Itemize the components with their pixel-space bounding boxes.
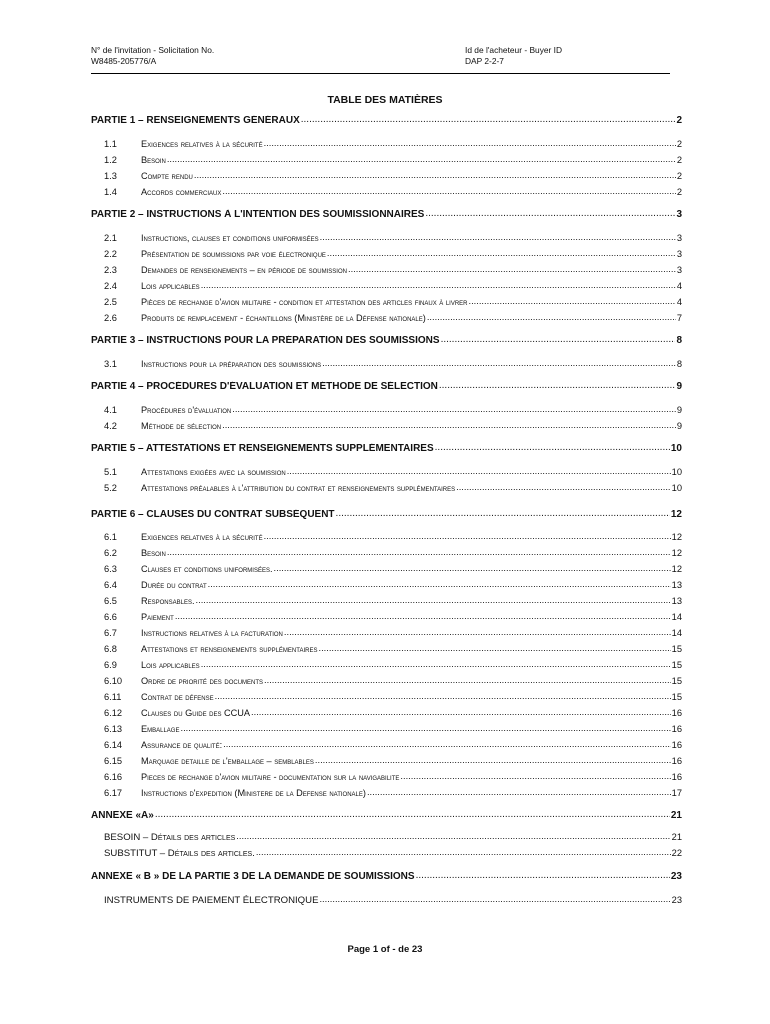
toc-section-entry[interactable]: 6.11 Contrat de défense ..... 15 — [91, 692, 682, 706]
toc-section-entry[interactable] — [91, 895, 682, 909]
toc-page-number: 22 — [671, 848, 682, 858]
toc-leader-dots — [208, 580, 671, 589]
toc-leader-dots — [327, 249, 676, 258]
toc-leader-dots — [264, 139, 676, 148]
toc-entry-title: Durée du contrat — [141, 580, 207, 590]
toc-entry-title: BESOIN – Détails des articles — [104, 832, 236, 843]
toc-page-number: 4 — [676, 281, 682, 291]
page-footer: Page 1 of - de 23 — [347, 944, 423, 955]
toc-leader-dots — [322, 359, 676, 368]
toc-leader-dots — [222, 421, 676, 430]
toc-leader-dots — [318, 644, 670, 653]
toc-leader-dots — [222, 187, 675, 196]
toc-part-entry[interactable] — [91, 115, 682, 129]
toc-page-number: 3 — [676, 209, 682, 220]
toc-section-entry[interactable]: 6.10 Ordre de priorité des documents ..... 15 — [91, 676, 682, 690]
toc-section-entry[interactable]: 6.16 Pieces de rechange d'avion militaire - documentation sur la navigabilite ..... 16 — [91, 772, 682, 786]
toc-entry-title: Instructions, clauses et conditions uniformisées — [141, 233, 319, 243]
toc-entry-title: Exigences relatives à la sécurité — [141, 532, 263, 542]
toc-leader-dots — [236, 832, 670, 841]
toc-leader-dots — [155, 810, 670, 820]
toc-entry-title: Paiement — [141, 612, 174, 622]
toc-entry-title: Lois applicables — [141, 281, 200, 291]
toc-page-number: 14 — [671, 628, 682, 638]
toc-leader-dots — [223, 740, 671, 749]
toc-leader-dots — [287, 467, 671, 476]
buyer-id-label: Id de l'acheteur - Buyer ID — [465, 45, 563, 55]
toc-page-number: 15 — [671, 660, 682, 670]
toc-part-entry[interactable] — [91, 381, 682, 395]
toc-leader-dots — [469, 297, 676, 306]
toc-entry-title: PARTIE 2 – INSTRUCTIONS À L'INTENTION DES SOUMISSIONNAIRES — [91, 209, 425, 220]
toc-leader-dots — [301, 115, 676, 125]
toc-leader-dots — [232, 405, 676, 414]
toc-leader-dots — [427, 313, 676, 322]
toc-leader-dots — [456, 483, 671, 492]
toc-page-number: 12 — [670, 509, 682, 520]
toc-section-entry[interactable]: 5.2 Attestations préalables à l'attribution du contrat et renseignements supplémentaires ..... 10 — [91, 483, 682, 497]
toc-leader-dots — [441, 335, 676, 345]
toc-page-number: 3 — [676, 233, 682, 243]
toc-leader-dots — [284, 628, 671, 637]
toc-entry-title: Besoin — [141, 155, 166, 165]
toc-page-number: 2 — [676, 187, 682, 197]
toc-page-number: 21 — [671, 832, 682, 842]
toc-entry-title: ANNEXE «A» — [91, 810, 154, 821]
toc-page-number: 12 — [671, 548, 682, 558]
toc-page-number: 2 — [676, 139, 682, 149]
toc-leader-dots — [319, 895, 670, 904]
toc-entry-title: Attestations et renseignements supplémentaires — [141, 644, 318, 654]
toc-entry-title: Contrat de défense — [141, 692, 214, 702]
toc-part-entry[interactable] — [91, 443, 682, 457]
toc-entry-title: PARTIE 3 – INSTRUCTIONS POUR LA PRÉPARATION DES SOUMISSIONS — [91, 335, 440, 346]
toc-leader-dots — [348, 265, 676, 274]
toc-leader-dots — [435, 443, 670, 453]
toc-page-number: 13 — [671, 596, 682, 606]
toc-page-number: 16 — [671, 756, 682, 766]
toc-leader-dots — [367, 788, 671, 797]
toc-section-entry[interactable]: 6.3 Clauses et conditions uniformisées. ..... 12 — [91, 564, 682, 578]
toc-leader-dots — [256, 848, 671, 857]
toc-page-number: 14 — [671, 612, 682, 622]
toc-entry-title: Procédures d'évaluation — [141, 405, 232, 415]
buyer-id-value: DAP 2-2-7 — [465, 56, 504, 66]
toc-entry-title: Instructions pour la préparation des soumissions — [141, 359, 322, 369]
toc-section-entry[interactable]: 6.4 Durée du contrat ..... 13 — [91, 580, 682, 594]
solicitation-number: W8485-205776/A — [91, 56, 157, 66]
toc-leader-dots — [180, 724, 670, 733]
toc-leader-dots — [175, 612, 671, 621]
toc-entry-title: PARTIE 5 – ATTESTATIONS ET RENSEIGNEMENTS SUPPLÉMENTAIRES — [91, 443, 434, 454]
toc-leader-dots — [167, 548, 671, 557]
toc-section-entry[interactable] — [91, 848, 682, 862]
toc-entry-title: Pièces de rechange d'avion militaire - condition et attestation des articles finaux à livrer — [141, 297, 468, 307]
toc-entry-title: PARTIE 4 – PROCÉDURES D'ÉVALUATION ET MÉTHODE DE SÉLECTION — [91, 381, 438, 392]
toc-page-number: 2 — [676, 171, 682, 181]
toc-page-number: 12 — [671, 564, 682, 574]
toc-section-entry[interactable]: 6.12 Clauses du Guide des CCUA ..... 16 — [91, 708, 682, 722]
toc-leader-dots — [274, 564, 671, 573]
toc-entry-title: Instructions relatives à la facturation — [141, 628, 283, 638]
toc-page-number: 13 — [671, 580, 682, 590]
toc-page-number: 23 — [671, 895, 682, 905]
toc-title: TABLE DES MATIÈRES — [327, 94, 443, 106]
toc-page-number: 16 — [671, 772, 682, 782]
toc-entry-title: SUBSTITUT – Détails des articles. — [104, 848, 255, 859]
toc-leader-dots — [264, 676, 671, 685]
toc-entry-title: Présentation de soumissions par voie électronique — [141, 249, 326, 259]
toc-entry-title: ANNEXE « B » DE LA PARTIE 3 DE LA DEMANDE DE SOUMISSIONS — [91, 871, 415, 882]
toc-entry-title: Méthode de sélection — [141, 421, 222, 431]
toc-page-number: 15 — [671, 692, 682, 702]
toc-entry-title: Lois applicables — [141, 660, 200, 670]
toc-entry-title: Demandes de renseignements – en période de soumission — [141, 265, 347, 275]
toc-leader-dots — [425, 209, 675, 219]
toc-section-entry[interactable]: 1.1 Exigences relatives à la sécurité ..... 2 — [91, 139, 682, 153]
toc-part-entry[interactable] — [91, 335, 682, 349]
toc-page-number: 16 — [671, 708, 682, 718]
toc-section-entry[interactable]: 1.2 Besoin ..... 2 — [91, 155, 682, 169]
toc-leader-dots — [196, 596, 671, 605]
toc-page-number: 2 — [676, 155, 682, 165]
toc-entry-title: Ordre de priorité des documents — [141, 676, 264, 686]
toc-entry-title: Pieces de rechange d'avion militaire - documentation sur la navigabilite — [141, 772, 400, 782]
toc-leader-dots — [201, 660, 671, 669]
toc-part-entry[interactable] — [91, 810, 682, 824]
toc-entry-title: PARTIE 1 – RENSEIGNEMENTS GÉNÉRAUX — [91, 115, 300, 126]
toc-section-entry[interactable]: 6.13 Emballage ..... 16 — [91, 724, 682, 738]
toc-entry-title: Assurance de qualité: — [141, 740, 223, 750]
toc-page-number: 3 — [676, 265, 682, 275]
toc-page-number: 10 — [671, 467, 682, 477]
toc-section-entry[interactable]: 2.6 Produits de remplacement - échantillons (Ministère de la Défense nationale) ..... 7 — [91, 313, 682, 327]
toc-leader-dots — [264, 532, 671, 541]
toc-section-entry[interactable]: 2.3 Demandes de renseignements – en période de soumission ..... 3 — [91, 265, 682, 279]
toc-leader-dots — [215, 692, 671, 701]
toc-page-number: 15 — [671, 644, 682, 654]
toc-entry-title: Marquage detaille de l'emballage – semblables — [141, 756, 314, 766]
toc-entry-title: INSTRUMENTS DE PAIEMENT ÉLECTRONIQUE — [104, 895, 319, 906]
toc-page-number: 10 — [670, 443, 682, 454]
toc-page-number: 3 — [676, 249, 682, 259]
toc-section-entry[interactable]: 1.3 Compte rendu ..... 2 — [91, 171, 682, 185]
toc-section-entry[interactable]: 6.7 Instructions relatives à la facturation ..... 14 — [91, 628, 682, 642]
toc-page-number: 12 — [671, 532, 682, 542]
toc-page-number: 23 — [670, 871, 682, 882]
toc-section-entry[interactable]: 6.6 Paiement ..... 14 — [91, 612, 682, 626]
toc-part-entry[interactable] — [91, 509, 682, 523]
toc-leader-dots — [194, 171, 676, 180]
toc-entry-title: Besoin — [141, 548, 166, 558]
toc-section-entry[interactable]: 2.1 Instructions, clauses et conditions uniformisées ..... 3 — [91, 233, 682, 247]
toc-page-number: 2 — [676, 115, 682, 126]
toc-section-entry[interactable]: 5.1 Attestations exigées avec la soumission ..... 10 — [91, 467, 682, 481]
toc-page-number: 8 — [676, 359, 682, 369]
toc-section-entry[interactable] — [91, 832, 682, 846]
toc-page-number: 16 — [671, 740, 682, 750]
toc-page-number: 7 — [676, 313, 682, 323]
toc-entry-title: Exigences relatives à la sécurité — [141, 139, 263, 149]
toc-page-number: 4 — [676, 297, 682, 307]
toc-section-entry[interactable]: 2.2 Présentation de soumissions par voie électronique ..... 3 — [91, 249, 682, 263]
toc-leader-dots — [416, 871, 670, 881]
toc-entry-title: Instructions d'expedition (Ministere de la Defense nationale) — [141, 788, 366, 798]
toc-entry-title: Attestations préalables à l'attribution du contrat et renseignements supplémentaires — [141, 483, 456, 493]
toc-section-entry[interactable]: 6.5 Responsables. ..... 13 — [91, 596, 682, 610]
toc-leader-dots — [315, 756, 671, 765]
toc-part-entry[interactable] — [91, 871, 682, 885]
toc-entry-title: Clauses et conditions uniformisées. — [141, 564, 273, 574]
toc-section-entry[interactable]: 6.15 Marquage detaille de l'emballage – semblables ..... 16 — [91, 756, 682, 770]
toc-page-number: 10 — [671, 483, 682, 493]
toc-page-number: 9 — [676, 381, 682, 392]
toc-section-entry[interactable]: 2.5 Pièces de rechange d'avion militaire - condition et attestation des articles finaux à livrer ..... 4 — [91, 297, 682, 311]
toc-part-entry[interactable] — [91, 209, 682, 223]
toc-leader-dots — [439, 381, 676, 391]
toc-section-entry[interactable]: 1.4 Accords commerciaux ..... 2 — [91, 187, 682, 201]
toc-leader-dots — [400, 772, 670, 781]
toc-page-number: 9 — [676, 421, 682, 431]
toc-entry-title: Produits de remplacement - échantillons (Ministère de la Défense nationale) — [141, 313, 426, 323]
toc-section-entry[interactable]: 3.1 Instructions pour la préparation des soumissions ..... 8 — [91, 359, 682, 373]
toc-leader-dots — [251, 708, 671, 717]
toc-page-number: 21 — [670, 810, 682, 821]
toc-section-entry[interactable]: 6.17 Instructions d'expedition (Ministere de la Defense nationale) ..... 17 — [91, 788, 682, 802]
toc-leader-dots — [320, 233, 676, 242]
toc-section-entry[interactable]: 2.4 Lois applicables ..... 4 — [91, 281, 682, 295]
toc-section-entry[interactable]: 6.8 Attestations et renseignements supplémentaires ..... 15 — [91, 644, 682, 658]
toc-page-number: 15 — [671, 676, 682, 686]
toc-entry-title: PARTIE 6 – CLAUSES DU CONTRAT SUBSÉQUENT — [91, 509, 335, 520]
toc-section-entry[interactable]: 6.9 Lois applicables ..... 15 — [91, 660, 682, 674]
solicitation-label: N° de l'invitation - Solicitation No. — [91, 45, 215, 55]
toc-page-number: 8 — [676, 335, 682, 346]
toc-entry-title: Accords commerciaux — [141, 187, 222, 197]
toc-entry-title: Emballage — [141, 724, 180, 734]
toc-section-entry[interactable]: 4.1 Procédures d'évaluation ..... 9 — [91, 405, 682, 419]
toc-page-number: 16 — [671, 724, 682, 734]
toc-page-number: 17 — [671, 788, 682, 798]
toc-entry-title: Clauses du Guide des CCUA — [141, 708, 251, 718]
toc-section-entry[interactable]: 6.1 Exigences relatives à la sécurité ..... 12 — [91, 532, 682, 546]
toc-leader-dots — [336, 509, 670, 519]
toc-entry-title: Responsables. — [141, 596, 195, 606]
toc-entry-title: Attestations exigées avec la soumission — [141, 467, 286, 477]
toc-entry-title: Compte rendu — [141, 171, 193, 181]
toc-leader-dots — [201, 281, 676, 290]
toc-section-entry[interactable]: 4.2 Méthode de sélection ..... 9 — [91, 421, 682, 435]
toc-leader-dots — [167, 155, 676, 164]
toc-section-entry[interactable]: 6.2 Besoin ..... 12 — [91, 548, 682, 562]
toc-section-entry[interactable]: 6.14 Assurance de qualité: ..... 16 — [91, 740, 682, 754]
toc-page-number: 9 — [676, 405, 682, 415]
